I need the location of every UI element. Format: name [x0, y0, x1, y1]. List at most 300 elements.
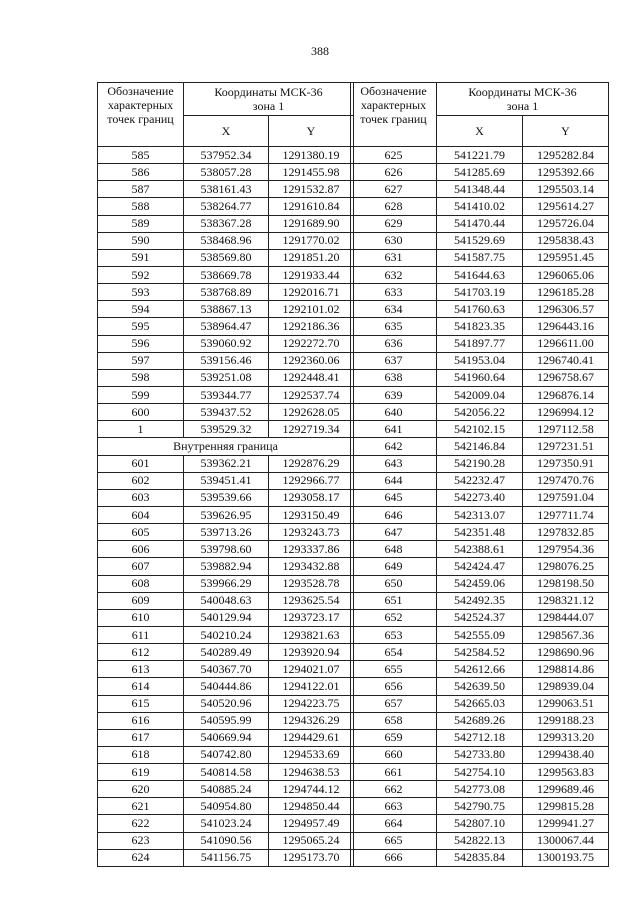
point-id: 635: [351, 318, 437, 335]
table-row: [351, 301, 609, 318]
table-row: [98, 421, 354, 438]
x-value: 542790.75: [437, 798, 523, 815]
point-id: 599: [98, 386, 184, 403]
x-value: 539529.32: [184, 421, 269, 438]
x-value: 542388.61: [437, 541, 523, 558]
point-id: 591: [98, 249, 184, 266]
y-value: 1298076.25: [523, 558, 609, 575]
x-value: 541823.35: [437, 318, 523, 335]
y-value: 1294850.44: [269, 798, 354, 815]
y-value: 1291851.20: [269, 249, 354, 266]
point-id: 594: [98, 301, 184, 318]
x-value: 542807.10: [437, 815, 523, 832]
x-value: 542056.22: [437, 404, 523, 421]
y-value: 1295503.14: [523, 181, 609, 198]
x-value: 542712.18: [437, 729, 523, 746]
x-value: 540520.96: [184, 695, 269, 712]
table-row: [98, 781, 354, 798]
point-id: 636: [351, 335, 437, 352]
x-value: 542273.40: [437, 489, 523, 506]
y-value: 1292360.06: [269, 352, 354, 369]
y-value: 1291455.98: [269, 164, 354, 181]
x-header: X: [437, 116, 523, 147]
table-row: [351, 164, 609, 181]
point-id: 630: [351, 232, 437, 249]
x-value: 539451.41: [184, 472, 269, 489]
y-value: 1300193.75: [523, 849, 609, 866]
y-value: 1293528.78: [269, 575, 354, 592]
x-value: 540367.70: [184, 661, 269, 678]
table-row: [351, 575, 609, 592]
table-row: [98, 832, 354, 849]
table-row: [98, 489, 354, 506]
point-id: 651: [351, 592, 437, 609]
point-id: 664: [351, 815, 437, 832]
x-value: 538964.47: [184, 318, 269, 335]
point-id: 637: [351, 352, 437, 369]
x-value: 540289.49: [184, 644, 269, 661]
y-value: 1297832.85: [523, 524, 609, 541]
point-id: 604: [98, 506, 184, 523]
point-id: 649: [351, 558, 437, 575]
table-row: [351, 678, 609, 695]
point-id: 631: [351, 249, 437, 266]
y-value: 1297350.91: [523, 455, 609, 472]
table-row: [351, 404, 609, 421]
coordinates-table-left: [97, 82, 354, 867]
x-value: 540595.99: [184, 712, 269, 729]
page-number: 388: [311, 44, 329, 58]
point-id: 650: [351, 575, 437, 592]
point-id: 614: [98, 678, 184, 695]
point-id: 617: [98, 729, 184, 746]
point-id: 642: [351, 438, 437, 455]
x-value: 542754.10: [437, 764, 523, 781]
table-row: [98, 164, 354, 181]
x-value: 539713.26: [184, 524, 269, 541]
x-value: 541156.75: [184, 849, 269, 866]
point-id: 622: [98, 815, 184, 832]
y-value: 1292628.05: [269, 404, 354, 421]
y-value: 1298939.04: [523, 678, 609, 695]
table-row: [98, 712, 354, 729]
y-value: 1294744.12: [269, 781, 354, 798]
y-value: 1299188.23: [523, 712, 609, 729]
table-row: [351, 661, 609, 678]
x-value: 542190.28: [437, 455, 523, 472]
point-id: 589: [98, 215, 184, 232]
table-row: [351, 609, 609, 626]
point-id: 612: [98, 644, 184, 661]
table-row: [98, 455, 354, 472]
x-value: 542822.13: [437, 832, 523, 849]
y-value: 1294223.75: [269, 695, 354, 712]
point-id: 627: [351, 181, 437, 198]
table-row: [98, 181, 354, 198]
point-id: 634: [351, 301, 437, 318]
y-value: 1297470.76: [523, 472, 609, 489]
point-id: 607: [98, 558, 184, 575]
x-value: 541470.44: [437, 215, 523, 232]
x-value: 540885.24: [184, 781, 269, 798]
x-value: 539539.66: [184, 489, 269, 506]
table-row: [351, 541, 609, 558]
y-value: 1295614.27: [523, 198, 609, 215]
table-row: [98, 147, 354, 164]
table-row: [98, 301, 354, 318]
table-row: [98, 609, 354, 626]
x-value: 540742.80: [184, 746, 269, 763]
zone-label: зона 1: [252, 99, 285, 113]
point-id: 585: [98, 147, 184, 164]
x-value: 542733.80: [437, 746, 523, 763]
point-id: 603: [98, 489, 184, 506]
point-id: 586: [98, 164, 184, 181]
point-id: 623: [98, 832, 184, 849]
table-row: [351, 421, 609, 438]
x-value: 540669.94: [184, 729, 269, 746]
table-row: [98, 558, 354, 575]
y-value: 1295173.70: [269, 849, 354, 866]
y-value: 1299563.83: [523, 764, 609, 781]
x-value: 542773.08: [437, 781, 523, 798]
x-value: 539626.95: [184, 506, 269, 523]
y-value: 1292719.34: [269, 421, 354, 438]
y-value: 1293432.88: [269, 558, 354, 575]
x-value: 542584.52: [437, 644, 523, 661]
y-value: 1298321.12: [523, 592, 609, 609]
x-value: 541348.44: [437, 181, 523, 198]
point-id: 655: [351, 661, 437, 678]
table-row: [351, 318, 609, 335]
coords-title: Координаты МСК-36: [214, 85, 323, 99]
y-header: Y: [269, 116, 354, 147]
x-value: 541221.79: [437, 147, 523, 164]
x-value: 540210.24: [184, 626, 269, 643]
point-id: 588: [98, 198, 184, 215]
point-id: 620: [98, 781, 184, 798]
table-row: [351, 781, 609, 798]
y-value: 1296994.12: [523, 404, 609, 421]
x-value: 539798.60: [184, 541, 269, 558]
table-row: [351, 524, 609, 541]
point-id: 644: [351, 472, 437, 489]
table-row: [351, 644, 609, 661]
x-value: 538161.43: [184, 181, 269, 198]
y-value: 1291770.02: [269, 232, 354, 249]
table-row: [351, 249, 609, 266]
x-value: 541644.63: [437, 266, 523, 283]
point-id: 601: [98, 455, 184, 472]
x-value: 542835.84: [437, 849, 523, 866]
coords-title: Координаты МСК-36: [468, 85, 577, 99]
point-id: 643: [351, 455, 437, 472]
point-id: 613: [98, 661, 184, 678]
x-value: 542102.15: [437, 421, 523, 438]
y-value: 1293920.94: [269, 644, 354, 661]
point-id: 618: [98, 746, 184, 763]
point-id: 592: [98, 266, 184, 283]
point-id: 609: [98, 592, 184, 609]
point-id: 626: [351, 164, 437, 181]
point-id: 621: [98, 798, 184, 815]
x-value: 541960.64: [437, 369, 523, 386]
table-row: [351, 386, 609, 403]
y-value: 1293150.49: [269, 506, 354, 523]
table-row: [351, 712, 609, 729]
x-value: 539882.94: [184, 558, 269, 575]
table-row: [351, 558, 609, 575]
x-value: 539251.08: [184, 369, 269, 386]
y-value: 1294957.49: [269, 815, 354, 832]
y-value: 1298444.07: [523, 609, 609, 626]
x-value: 542146.84: [437, 438, 523, 455]
table-row: [98, 746, 354, 763]
y-value: 1299941.27: [523, 815, 609, 832]
y-value: 1292537.74: [269, 386, 354, 403]
point-id: 657: [351, 695, 437, 712]
y-value: 1292876.29: [269, 455, 354, 472]
table-row: [351, 284, 609, 301]
table-row: [351, 215, 609, 232]
point-id: 659: [351, 729, 437, 746]
x-value: 542313.07: [437, 506, 523, 523]
x-value: 541703.19: [437, 284, 523, 301]
table-row: [351, 815, 609, 832]
table-row: [351, 729, 609, 746]
point-id: 652: [351, 609, 437, 626]
y-value: 1296740.41: [523, 352, 609, 369]
x-value: 542351.48: [437, 524, 523, 541]
table-row: [98, 318, 354, 335]
y-value: 1292186.36: [269, 318, 354, 335]
table-row: [351, 695, 609, 712]
y-value: 1295726.04: [523, 215, 609, 232]
coords-header: [184, 83, 354, 116]
table-row: [98, 661, 354, 678]
x-value: 539060.92: [184, 335, 269, 352]
point-id: 616: [98, 712, 184, 729]
table-row: [98, 249, 354, 266]
point-id: 608: [98, 575, 184, 592]
point-id: 600: [98, 404, 184, 421]
point-id: 632: [351, 266, 437, 283]
table-row: [351, 369, 609, 386]
point-id: 665: [351, 832, 437, 849]
x-value: 539966.29: [184, 575, 269, 592]
y-value: 1291380.19: [269, 147, 354, 164]
x-value: 540954.80: [184, 798, 269, 815]
x-value: 538367.28: [184, 215, 269, 232]
table-row: [98, 524, 354, 541]
y-value: 1295282.84: [523, 147, 609, 164]
point-id: 645: [351, 489, 437, 506]
y-value: 1295065.24: [269, 832, 354, 849]
y-value: 1297711.74: [523, 506, 609, 523]
table-row: [98, 472, 354, 489]
x-value: 538468.96: [184, 232, 269, 249]
y-value: 1295951.45: [523, 249, 609, 266]
zone-label: зона 1: [506, 99, 539, 113]
x-value: 538569.80: [184, 249, 269, 266]
table-row: [98, 644, 354, 661]
y-value: 1296758.67: [523, 369, 609, 386]
y-value: 1292016.71: [269, 284, 354, 301]
y-value: 1295392.66: [523, 164, 609, 181]
point-id: 666: [351, 849, 437, 866]
table-row: [98, 541, 354, 558]
x-value: 538057.28: [184, 164, 269, 181]
point-id: 597: [98, 352, 184, 369]
table-row: [98, 335, 354, 352]
point-id: 660: [351, 746, 437, 763]
y-value: 1294122.01: [269, 678, 354, 695]
table-row: [351, 592, 609, 609]
table-row: [98, 284, 354, 301]
point-id: 638: [351, 369, 437, 386]
point-id: 662: [351, 781, 437, 798]
point-id: 640: [351, 404, 437, 421]
table-row: [98, 352, 354, 369]
x-value: 540048.63: [184, 592, 269, 609]
y-value: 1293058.17: [269, 489, 354, 506]
point-id: 602: [98, 472, 184, 489]
x-value: 542524.37: [437, 609, 523, 626]
x-value: 542612.66: [437, 661, 523, 678]
x-value: 540129.94: [184, 609, 269, 626]
y-value: 1297591.04: [523, 489, 609, 506]
y-value: 1294533.69: [269, 746, 354, 763]
y-value: 1297954.36: [523, 541, 609, 558]
point-id: 663: [351, 798, 437, 815]
y-value: 1291933.44: [269, 266, 354, 283]
table-row: [98, 575, 354, 592]
point-id: 628: [351, 198, 437, 215]
point-id: 1: [98, 421, 184, 438]
y-value: 1300067.44: [523, 832, 609, 849]
x-value: 540444.86: [184, 678, 269, 695]
point-id: 596: [98, 335, 184, 352]
y-value: 1296306.57: [523, 301, 609, 318]
y-value: 1293243.73: [269, 524, 354, 541]
y-value: 1292448.41: [269, 369, 354, 386]
designation-header: Обозначение характерных точек границ: [98, 83, 184, 147]
table-row: [98, 729, 354, 746]
x-value: 540814.58: [184, 764, 269, 781]
y-value: 1292966.77: [269, 472, 354, 489]
y-value: 1294638.53: [269, 764, 354, 781]
table-row: [98, 764, 354, 781]
point-id: 624: [98, 849, 184, 866]
x-value: 542689.26: [437, 712, 523, 729]
table-row: [351, 438, 609, 455]
y-value: 1296443.16: [523, 318, 609, 335]
y-value: 1294326.29: [269, 712, 354, 729]
x-value: 542665.03: [437, 695, 523, 712]
table-row: [98, 215, 354, 232]
table-row: [98, 592, 354, 609]
y-value: 1296065.06: [523, 266, 609, 283]
point-id: 590: [98, 232, 184, 249]
y-value: 1299313.20: [523, 729, 609, 746]
y-value: 1298814.86: [523, 661, 609, 678]
table-row: [351, 506, 609, 523]
point-id: 629: [351, 215, 437, 232]
x-value: 541410.02: [437, 198, 523, 215]
y-value: 1297231.51: [523, 438, 609, 455]
y-value: 1296876.14: [523, 386, 609, 403]
table-row: [98, 626, 354, 643]
x-value: 541529.69: [437, 232, 523, 249]
table-row: [351, 746, 609, 763]
point-id: 654: [351, 644, 437, 661]
x-value: 539344.77: [184, 386, 269, 403]
table-row: [351, 181, 609, 198]
point-id: 639: [351, 386, 437, 403]
y-value: 1296185.28: [523, 284, 609, 301]
point-id: 619: [98, 764, 184, 781]
table-row: [351, 147, 609, 164]
table-row: [98, 369, 354, 386]
x-value: 542492.35: [437, 592, 523, 609]
section-row: [98, 438, 354, 455]
y-value: 1299815.28: [523, 798, 609, 815]
x-value: 542639.50: [437, 678, 523, 695]
y-value: 1297112.58: [523, 421, 609, 438]
x-value: 539156.46: [184, 352, 269, 369]
point-id: 648: [351, 541, 437, 558]
x-value: 541023.24: [184, 815, 269, 832]
table-row: [351, 455, 609, 472]
coords-header: [437, 83, 609, 116]
x-value: 538264.77: [184, 198, 269, 215]
y-value: 1294021.07: [269, 661, 354, 678]
point-id: 656: [351, 678, 437, 695]
point-id: 653: [351, 626, 437, 643]
table-row: [351, 352, 609, 369]
x-value: 541760.63: [437, 301, 523, 318]
table-row: [98, 506, 354, 523]
x-value: 538768.89: [184, 284, 269, 301]
point-id: 647: [351, 524, 437, 541]
y-value: 1293337.86: [269, 541, 354, 558]
point-id: 625: [351, 147, 437, 164]
y-value: 1298198.50: [523, 575, 609, 592]
y-value: 1292272.70: [269, 335, 354, 352]
table-row: [351, 626, 609, 643]
y-value: 1299689.46: [523, 781, 609, 798]
x-value: 541953.04: [437, 352, 523, 369]
table-row: [351, 232, 609, 249]
point-id: 658: [351, 712, 437, 729]
x-value: 542424.47: [437, 558, 523, 575]
table-row: [98, 232, 354, 249]
x-value: 538669.78: [184, 266, 269, 283]
y-value: 1292101.02: [269, 301, 354, 318]
point-id: 615: [98, 695, 184, 712]
y-value: 1299063.51: [523, 695, 609, 712]
y-value: 1293625.54: [269, 592, 354, 609]
x-value: 539437.52: [184, 404, 269, 421]
point-id: 587: [98, 181, 184, 198]
y-value: 1298567.36: [523, 626, 609, 643]
table-row: [98, 678, 354, 695]
x-value: 539362.21: [184, 455, 269, 472]
y-value: 1298690.96: [523, 644, 609, 661]
x-value: 542009.04: [437, 386, 523, 403]
designation-header: Обозначение характерных точек границ: [351, 83, 437, 147]
table-row: [351, 849, 609, 866]
